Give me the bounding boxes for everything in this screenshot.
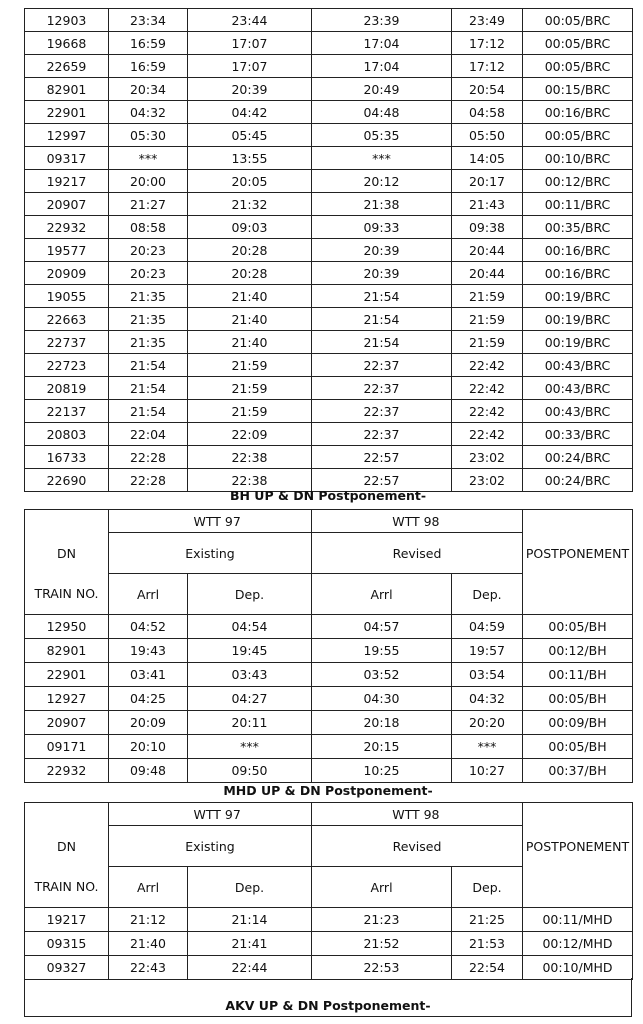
postponement-cell: 00:09/BH xyxy=(523,711,633,735)
revised-arrl-cell: 21:54 xyxy=(312,308,452,331)
existing-dep-cell: 04:27 xyxy=(188,687,312,711)
existing-arrl-cell: 20:00 xyxy=(109,170,188,193)
mhd-section-title: MHD UP & DN Postponement- xyxy=(223,783,433,798)
table-row xyxy=(25,147,633,170)
revised-arrl-cell: 20:15 xyxy=(312,735,452,759)
table-row xyxy=(25,101,633,124)
postponement-cell: 00:12/BH xyxy=(523,639,633,663)
revised-arrl-cell: 04:57 xyxy=(312,615,452,639)
existing-dep-cell: 20:28 xyxy=(188,262,312,285)
postponement-label: POSTPONEMENT xyxy=(523,533,633,574)
revised-arrl-cell: 21:54 xyxy=(312,285,452,308)
revised-arrl-cell: 05:35 xyxy=(312,124,452,147)
revised-arrl-cell: 20:49 xyxy=(312,78,452,101)
existing-arrl-cell: 23:34 xyxy=(109,9,188,32)
revised-dep-cell: 23:02 xyxy=(452,469,523,492)
revised-arrl-cell: 04:30 xyxy=(312,687,452,711)
existing-dep-cell: 21:40 xyxy=(188,308,312,331)
train-no-cell: 09315 xyxy=(25,932,109,956)
sub-header-row xyxy=(25,574,633,615)
header-blank xyxy=(452,510,523,533)
table-row xyxy=(25,354,633,377)
wtt-existing-label: WTT 97 xyxy=(188,510,312,533)
existing-dep-cell: 20:39 xyxy=(188,78,312,101)
postponement-cell: 00:24/BRC xyxy=(523,446,633,469)
existing-dep-cell: 23:44 xyxy=(188,9,312,32)
revised-arrl-cell: 21:38 xyxy=(312,193,452,216)
postponement-cell: 00:37/BH xyxy=(523,759,633,783)
postponement-cell: 00:05/BH xyxy=(523,615,633,639)
existing-dep-cell: 17:07 xyxy=(188,55,312,78)
table-row xyxy=(25,193,633,216)
revised-dep-cell: 22:54 xyxy=(452,956,523,980)
revised-arrl-cell: 17:04 xyxy=(312,32,452,55)
train-no-cell: 22723 xyxy=(25,354,109,377)
existing-arrl-cell: 21:27 xyxy=(109,193,188,216)
train-no-cell: 09317 xyxy=(25,147,109,170)
postponement-cell: 00:05/BRC xyxy=(523,55,633,78)
existing-arrl-cell: 16:59 xyxy=(109,32,188,55)
header-blank xyxy=(523,510,633,533)
revised-arrl-cell: 23:39 xyxy=(312,9,452,32)
postponement-cell: 00:12/BRC xyxy=(523,170,633,193)
table-row xyxy=(25,908,633,932)
train-no-cell: 22663 xyxy=(25,308,109,331)
postponement-cell: 00:05/BRC xyxy=(523,124,633,147)
existing-dep-cell: 22:38 xyxy=(188,446,312,469)
revised-dep-cell: 17:12 xyxy=(452,55,523,78)
revised-dep-cell: *** xyxy=(452,735,523,759)
revised-arrl-cell: 22:53 xyxy=(312,956,452,980)
postponement-cell: 00:05/BH xyxy=(523,735,633,759)
bh-postponement-table xyxy=(24,509,633,783)
table-row xyxy=(25,687,633,711)
existing-dep-cell: 09:50 xyxy=(188,759,312,783)
train-no-cell: 09171 xyxy=(25,735,109,759)
train-no-cell: 12903 xyxy=(25,9,109,32)
revised-dep-cell: 21:59 xyxy=(452,285,523,308)
revised-dep-cell: 22:42 xyxy=(452,423,523,446)
akv-section-title: AKV UP & DN Postponement- xyxy=(225,998,431,1013)
existing-arrl-cell: 04:52 xyxy=(109,615,188,639)
postponement-cell: 00:16/BRC xyxy=(523,262,633,285)
mhd-postponement-table xyxy=(24,802,633,980)
postponement-cell: 00:43/BRC xyxy=(523,354,633,377)
revised-dep-cell: 09:38 xyxy=(452,216,523,239)
revised-arrl-cell: 22:37 xyxy=(312,354,452,377)
existing-arrl-cell: 21:40 xyxy=(109,932,188,956)
table-row xyxy=(25,735,633,759)
train-no-cell: 22901 xyxy=(25,101,109,124)
postponement-cell: 00:11/BH xyxy=(523,663,633,687)
existing-dep-cell: 21:40 xyxy=(188,285,312,308)
existing-dep-cell: 21:14 xyxy=(188,908,312,932)
wtt-revised-label: WTT 98 xyxy=(312,510,452,533)
table-row xyxy=(25,932,633,956)
revised-dep-cell: 21:59 xyxy=(452,308,523,331)
existing-dep-cell: 21:59 xyxy=(188,400,312,423)
postponement-cell: 00:15/BRC xyxy=(523,78,633,101)
existing-dep-cell: 21:41 xyxy=(188,932,312,956)
postponement-cell: 00:19/BRC xyxy=(523,308,633,331)
postponement-cell: 00:35/BRC xyxy=(523,216,633,239)
table-row xyxy=(25,285,633,308)
train-no-label: TRAIN NO. xyxy=(25,867,109,908)
table-row xyxy=(25,711,633,735)
header-blank xyxy=(523,574,633,615)
revised-dep-cell: 19:57 xyxy=(452,639,523,663)
revised-dep-cell: 20:44 xyxy=(452,239,523,262)
train-no-cell: 19668 xyxy=(25,32,109,55)
postponement-cell: 00:16/BRC xyxy=(523,239,633,262)
postponement-cell: 00:12/MHD xyxy=(523,932,633,956)
table-row xyxy=(25,663,633,687)
revised-arrl-cell: 20:12 xyxy=(312,170,452,193)
wtt-revised-label: WTT 98 xyxy=(312,803,452,826)
existing-arrl-cell: 08:58 xyxy=(109,216,188,239)
existing-arrl-cell: 21:54 xyxy=(109,354,188,377)
existing-dep-cell: 22:44 xyxy=(188,956,312,980)
postponement-cell: 00:05/BRC xyxy=(523,9,633,32)
postponement-cell: 00:43/BRC xyxy=(523,377,633,400)
postponement-label: POSTPONEMENT xyxy=(523,826,633,867)
revised-arrl-cell: 04:48 xyxy=(312,101,452,124)
train-no-cell: 82901 xyxy=(25,639,109,663)
revised-arrl-cell: 20:18 xyxy=(312,711,452,735)
existing-arrl-cell: 22:28 xyxy=(109,446,188,469)
revised-dep-cell: 10:27 xyxy=(452,759,523,783)
header-blank xyxy=(109,510,188,533)
header-blank xyxy=(25,510,109,533)
existing-label: Existing xyxy=(109,826,312,867)
existing-arrl-cell: 16:59 xyxy=(109,55,188,78)
postponement-cell: 00:19/BRC xyxy=(523,331,633,354)
revised-dep-cell: 21:53 xyxy=(452,932,523,956)
revised-dep-cell: 04:32 xyxy=(452,687,523,711)
existing-dep-cell: 03:43 xyxy=(188,663,312,687)
revised-arrl-cell: 10:25 xyxy=(312,759,452,783)
existing-arrl-cell: 04:32 xyxy=(109,101,188,124)
train-no-cell: 19217 xyxy=(25,170,109,193)
existing-dep-cell: 17:07 xyxy=(188,32,312,55)
revised-dep-cell: 21:59 xyxy=(452,331,523,354)
revised-dep-cell: 22:42 xyxy=(452,400,523,423)
mhd-table-body xyxy=(25,803,633,980)
existing-arrl-cell: 20:23 xyxy=(109,262,188,285)
train-no-cell: 22901 xyxy=(25,663,109,687)
revised-dep-cell: 05:50 xyxy=(452,124,523,147)
train-no-cell: 82901 xyxy=(25,78,109,101)
table-row xyxy=(25,400,633,423)
existing-arrl-cell: 21:35 xyxy=(109,285,188,308)
train-no-cell: 20803 xyxy=(25,423,109,446)
train-no-cell: 22737 xyxy=(25,331,109,354)
arrl-label: Arrl xyxy=(109,574,188,615)
revised-dep-cell: 23:49 xyxy=(452,9,523,32)
revised-dep-cell: 22:42 xyxy=(452,377,523,400)
train-no-cell: 16733 xyxy=(25,446,109,469)
table-row xyxy=(25,32,633,55)
train-no-cell: 20909 xyxy=(25,262,109,285)
existing-dep-cell: 04:42 xyxy=(188,101,312,124)
revised-dep-cell: 20:54 xyxy=(452,78,523,101)
dep-label: Dep. xyxy=(188,867,312,908)
postponement-cell: 00:33/BRC xyxy=(523,423,633,446)
existing-dep-cell: 21:32 xyxy=(188,193,312,216)
table-row xyxy=(25,956,633,980)
existing-arrl-cell: 21:35 xyxy=(109,308,188,331)
revised-arrl-cell: 09:33 xyxy=(312,216,452,239)
revised-arrl-cell: 21:23 xyxy=(312,908,452,932)
revised-arrl-cell: 22:37 xyxy=(312,400,452,423)
existing-arrl-cell: 05:30 xyxy=(109,124,188,147)
table-row xyxy=(25,446,633,469)
train-no-cell: 19055 xyxy=(25,285,109,308)
header-blank xyxy=(109,803,188,826)
postponement-cell: 00:10/BRC xyxy=(523,147,633,170)
main-header-row xyxy=(25,533,633,574)
brc-table-body xyxy=(25,9,633,492)
revised-arrl-cell: 20:39 xyxy=(312,262,452,285)
wtt-header-row xyxy=(25,510,633,533)
brc-postponement-table xyxy=(24,8,633,492)
existing-dep-cell: 21:59 xyxy=(188,377,312,400)
train-no-cell: 19217 xyxy=(25,908,109,932)
revised-dep-cell: 20:44 xyxy=(452,262,523,285)
revised-dep-cell: 14:05 xyxy=(452,147,523,170)
existing-dep-cell: 05:45 xyxy=(188,124,312,147)
train-no-cell: 12950 xyxy=(25,615,109,639)
existing-dep-cell: 20:05 xyxy=(188,170,312,193)
direction-label: DN xyxy=(25,533,109,574)
table-row xyxy=(25,639,633,663)
existing-label: Existing xyxy=(109,533,312,574)
postponement-cell: 00:11/MHD xyxy=(523,908,633,932)
table-row xyxy=(25,262,633,285)
existing-arrl-cell: 22:04 xyxy=(109,423,188,446)
sub-header-row xyxy=(25,867,633,908)
existing-arrl-cell: 22:43 xyxy=(109,956,188,980)
existing-dep-cell: 21:40 xyxy=(188,331,312,354)
dep-label: Dep. xyxy=(188,574,312,615)
table-row xyxy=(25,216,633,239)
train-no-cell: 12927 xyxy=(25,687,109,711)
table-row xyxy=(25,308,633,331)
train-no-cell: 22690 xyxy=(25,469,109,492)
revised-dep-cell: 21:43 xyxy=(452,193,523,216)
table-row xyxy=(25,377,633,400)
train-no-cell: 09327 xyxy=(25,956,109,980)
train-no-label: TRAIN NO. xyxy=(25,574,109,615)
train-no-cell: 12997 xyxy=(25,124,109,147)
revised-arrl-cell: 21:54 xyxy=(312,331,452,354)
existing-dep-cell: 13:55 xyxy=(188,147,312,170)
existing-arrl-cell: *** xyxy=(109,147,188,170)
table-row xyxy=(25,124,633,147)
dep-label: Dep. xyxy=(452,867,523,908)
revised-arrl-cell: 21:52 xyxy=(312,932,452,956)
existing-dep-cell: 19:45 xyxy=(188,639,312,663)
train-no-cell: 19577 xyxy=(25,239,109,262)
existing-arrl-cell: 09:48 xyxy=(109,759,188,783)
wtt-header-row xyxy=(25,803,633,826)
train-no-cell: 20907 xyxy=(25,711,109,735)
revised-arrl-cell: 20:39 xyxy=(312,239,452,262)
postponement-cell: 00:05/BRC xyxy=(523,32,633,55)
existing-arrl-cell: 20:23 xyxy=(109,239,188,262)
postponement-cell: 00:16/BRC xyxy=(523,101,633,124)
table-row xyxy=(25,615,633,639)
revised-arrl-cell: 03:52 xyxy=(312,663,452,687)
revised-arrl-cell: 22:37 xyxy=(312,377,452,400)
existing-dep-cell: *** xyxy=(188,735,312,759)
existing-dep-cell: 22:09 xyxy=(188,423,312,446)
postponement-cell: 00:05/BH xyxy=(523,687,633,711)
existing-dep-cell: 04:54 xyxy=(188,615,312,639)
existing-arrl-cell: 20:10 xyxy=(109,735,188,759)
revised-dep-cell: 20:20 xyxy=(452,711,523,735)
existing-arrl-cell: 21:54 xyxy=(109,377,188,400)
postponement-cell: 00:19/BRC xyxy=(523,285,633,308)
postponement-cell: 00:10/MHD xyxy=(523,956,633,980)
revised-dep-cell: 22:42 xyxy=(452,354,523,377)
existing-dep-cell: 09:03 xyxy=(188,216,312,239)
existing-dep-cell: 20:28 xyxy=(188,239,312,262)
existing-arrl-cell: 19:43 xyxy=(109,639,188,663)
header-blank xyxy=(523,867,633,908)
table-row xyxy=(25,423,633,446)
bh-table-body xyxy=(25,510,633,783)
existing-arrl-cell: 21:12 xyxy=(109,908,188,932)
revised-dep-cell: 21:25 xyxy=(452,908,523,932)
table-row xyxy=(25,239,633,262)
existing-dep-cell: 20:11 xyxy=(188,711,312,735)
revised-dep-cell: 23:02 xyxy=(452,446,523,469)
existing-arrl-cell: 20:09 xyxy=(109,711,188,735)
table-row xyxy=(25,9,633,32)
arrl-label: Arrl xyxy=(312,867,452,908)
header-blank xyxy=(452,803,523,826)
existing-dep-cell: 21:59 xyxy=(188,354,312,377)
existing-arrl-cell: 22:28 xyxy=(109,469,188,492)
revised-arrl-cell: 22:37 xyxy=(312,423,452,446)
existing-dep-cell: 22:38 xyxy=(188,469,312,492)
arrl-label: Arrl xyxy=(312,574,452,615)
table-row xyxy=(25,170,633,193)
revised-label: Revised xyxy=(312,533,523,574)
revised-arrl-cell: 22:57 xyxy=(312,446,452,469)
train-no-cell: 22659 xyxy=(25,55,109,78)
train-no-cell: 22932 xyxy=(25,216,109,239)
dep-label: Dep. xyxy=(452,574,523,615)
train-no-cell: 22932 xyxy=(25,759,109,783)
bh-section-title: BH UP & DN Postponement- xyxy=(229,488,427,503)
existing-arrl-cell: 04:25 xyxy=(109,687,188,711)
revised-dep-cell: 04:59 xyxy=(452,615,523,639)
arrl-label: Arrl xyxy=(109,867,188,908)
revised-arrl-cell: 17:04 xyxy=(312,55,452,78)
revised-dep-cell: 17:12 xyxy=(452,32,523,55)
header-blank xyxy=(523,803,633,826)
existing-arrl-cell: 21:54 xyxy=(109,400,188,423)
revised-arrl-cell: *** xyxy=(312,147,452,170)
train-no-cell: 20907 xyxy=(25,193,109,216)
revised-dep-cell: 20:17 xyxy=(452,170,523,193)
direction-label: DN xyxy=(25,826,109,867)
revised-dep-cell: 03:54 xyxy=(452,663,523,687)
existing-arrl-cell: 20:34 xyxy=(109,78,188,101)
train-no-cell: 20819 xyxy=(25,377,109,400)
train-no-cell: 22137 xyxy=(25,400,109,423)
postponement-cell: 00:24/BRC xyxy=(523,469,633,492)
postponement-cell: 00:11/BRC xyxy=(523,193,633,216)
main-header-row xyxy=(25,826,633,867)
revised-label: Revised xyxy=(312,826,523,867)
existing-arrl-cell: 03:41 xyxy=(109,663,188,687)
header-blank xyxy=(25,803,109,826)
revised-arrl-cell: 22:57 xyxy=(312,469,452,492)
postponement-cell: 00:43/BRC xyxy=(523,400,633,423)
table-row xyxy=(25,78,633,101)
existing-arrl-cell: 21:35 xyxy=(109,331,188,354)
revised-dep-cell: 04:58 xyxy=(452,101,523,124)
wtt-existing-label: WTT 97 xyxy=(188,803,312,826)
table-row xyxy=(25,55,633,78)
revised-arrl-cell: 19:55 xyxy=(312,639,452,663)
table-row xyxy=(25,759,633,783)
table-row xyxy=(25,331,633,354)
